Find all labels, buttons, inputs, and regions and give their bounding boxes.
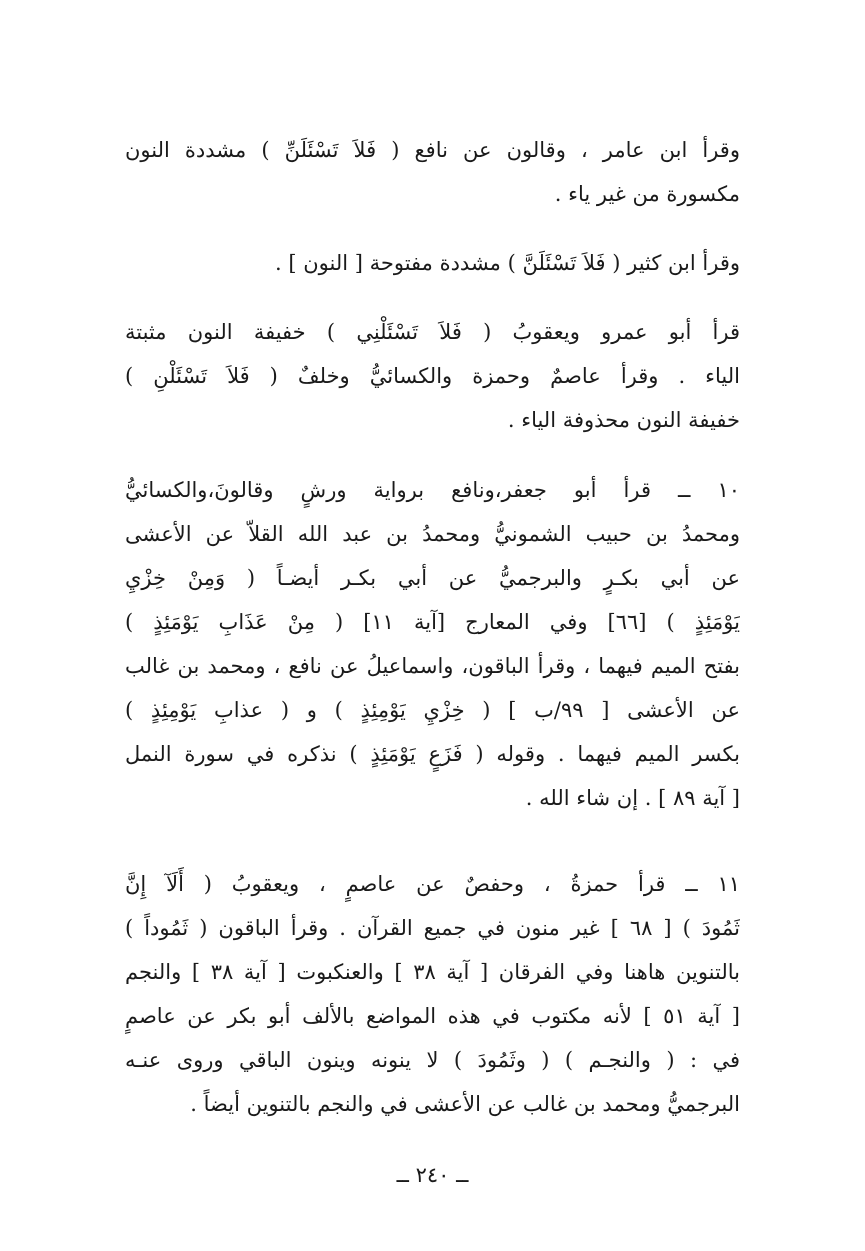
text-line: عن أبي بكـرٍ والبرجميُّ عن أبي بكـر أيضـاً ( وَمِنْ خِزْيِ <box>125 566 740 590</box>
text-line: بفتح الميم فيهما ، وقرأ الباقون، واسماعيلُ عن نافع ، ومحمد بن غالب <box>125 654 740 678</box>
text-line: ١٠ ــ قرأ أبو جعفر،ونافع برواية ورشٍ وقالونَ،والكسائيُّ <box>125 478 740 502</box>
paragraph-2 <box>125 241 740 285</box>
paragraph-3 <box>125 310 740 442</box>
text-line: بالتنوين هاهنا وفي الفرقان [ آية ٣٨ ] والعنكبوت [ آية ٣٨ ] والنجم <box>125 960 740 984</box>
text-line: وقرأ ابن كثير ( فَلاَ تَسْئَلَنَّ ) مشددة مفتوحة [ النون ] . <box>275 251 740 275</box>
text-line: ومحمدُ بن حبيب الشمونيُّ ومحمدُ بن عبد الله القلاّ عن الأعشى <box>125 522 740 546</box>
paragraph-1 <box>125 128 740 216</box>
paragraph-note-11 <box>125 862 740 1126</box>
text-line: ثَمُودَ ) [ ٦٨ ] غير منون في جميع القرآن . وقرأ الباقون ( ثَمُوداً ) <box>125 916 740 940</box>
text-line: الياء . وقرأ عاصمٌ وحمزة والكسائيُّ وخلفٌ ( فَلاَ تَسْئَلْنِ ) <box>125 364 740 388</box>
text-line: [ آية ٨٩ ] . إن شاء الله . <box>525 786 740 810</box>
text-line: في : ( والنجـم ) ( وثَمُودَ ) لا ينونه وينون الباقي وروى عنـه <box>125 1048 740 1072</box>
text-line: مكسورة من غير ياء . <box>554 182 740 206</box>
page-number: ــ ٢٤٠ ــ <box>396 1163 469 1187</box>
text-line: [ آية ٥١ ] لأنه مكتوب في هذه المواضع بالألف أبو بكر عن عاصمٍ <box>125 1004 740 1028</box>
text-line: خفيفة النون محذوفة الياء . <box>507 408 740 432</box>
text-line: قرأ أبو عمرو ويعقوبُ ( فَلاَ تَسْئَلْنِي ) خفيفة النون مثبتة <box>125 320 740 344</box>
text-line: ١١ ــ قرأ حمزةُ ، وحفصٌ عن عاصمٍ ، ويعقوبُ ( أَلَآ إِنَّ <box>125 872 740 896</box>
text-line: وقرأ ابن عامر ، وقالون عن نافع ( فَلاَ تَسْئَلَنِّ ) مشددة النون <box>125 138 740 162</box>
text-line: بكسر الميم فيهما . وقوله ( فَزَعٍ يَوْمَئِذٍ ) نذكره في سورة النمل <box>125 742 740 766</box>
text-line: عن الأعشى [ ٩٩/ب ] ( خِزْيِ يَوْمِئِذٍ ) و ( عذابِ يَوْمِئِذٍ ) <box>125 698 740 722</box>
text-line: يَوْمَئِذٍ ) [٦٦] وفي المعارج [آية ١١] ( مِنْ عَذَابِ يَوْمَئِذٍ ) <box>125 610 740 634</box>
paragraph-note-10 <box>125 468 740 820</box>
text-line: البرجميُّ ومحمد بن غالب عن الأعشى في والنجم بالتنوين أيضاً . <box>190 1092 740 1116</box>
